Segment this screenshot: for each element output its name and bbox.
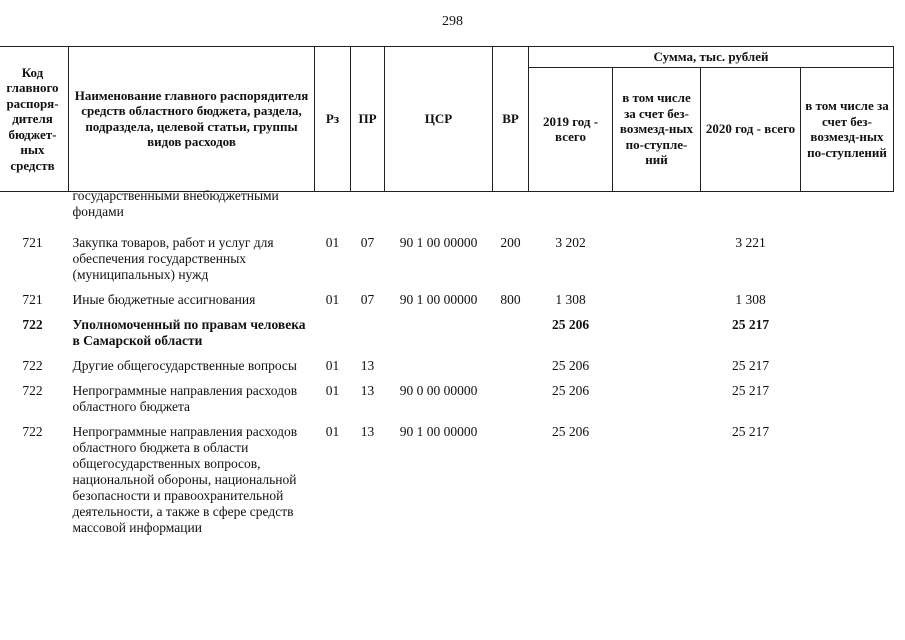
cell-2019-free	[613, 232, 701, 289]
cell-2020-total: 25 217	[731, 357, 770, 373]
cell-2019-free	[613, 380, 701, 421]
page-number: 298	[442, 14, 463, 29]
cell-2020-free	[801, 421, 894, 542]
header-code: Код главного распоря-дителя бюджет-ных средств	[0, 47, 69, 192]
cell-2019-total: 3 202	[555, 234, 586, 250]
table-row	[0, 232, 894, 289]
cell-csr	[385, 191, 493, 232]
cell-vr	[493, 314, 529, 355]
cell-csr	[385, 355, 493, 380]
cell-name: Другие общегосударственные вопросы	[72, 357, 297, 373]
cell-2020-free	[801, 355, 894, 380]
cell-2019-free	[613, 191, 701, 232]
cell-2020-total	[701, 191, 801, 232]
cell-vr: 800	[500, 291, 521, 307]
cell-2019-total	[529, 191, 613, 232]
cell-name: Закупка товаров, работ и услуг для обеспечения государственных (муниципальных) нужд	[72, 234, 274, 282]
cell-rz: 01	[325, 382, 340, 398]
cell-2020-total: 25 217	[731, 382, 770, 398]
header-2019-free: в том числе за счет без-возмезд-ных по-ступле-ний	[613, 67, 701, 191]
cell-code: 721	[22, 291, 43, 307]
cell-pr: 07	[360, 234, 375, 250]
cell-2019-total: 1 308	[555, 291, 586, 307]
cell-rz: 01	[325, 357, 340, 373]
header-vr: ВР	[493, 47, 529, 192]
cell-name: Уполномоченный по правам человека в Самарской области	[72, 316, 306, 348]
table-row	[0, 314, 894, 355]
cell-csr: 90 0 00 00000	[399, 382, 478, 398]
header-sum: Сумма, тыс. рублей	[529, 47, 894, 68]
cell-name: Непрограммные направления расходов областного бюджета	[72, 382, 298, 414]
cell-rz: 01	[325, 234, 340, 250]
header-2019-total: 2019 год - всего	[529, 67, 613, 191]
cell-code: 721	[22, 234, 43, 250]
header-csr: ЦСР	[385, 47, 493, 192]
cell-pr	[351, 314, 385, 355]
cell-2020-total: 25 217	[731, 316, 770, 332]
cell-vr	[493, 421, 529, 542]
cell-name: Иные бюджетные ассигнования	[72, 291, 256, 307]
cell-code: 722	[22, 423, 43, 439]
cell-2020-total: 3 221	[735, 234, 766, 250]
cell-code: 722	[22, 382, 43, 398]
cell-name: Непрограммные направления расходов областного бюджета в области общегосударственных вопросов, национальной обороны, национальной безопасности и правоохранительной деятельности, а также в сфере средств массовой информации	[72, 423, 298, 535]
header-name: Наименование главного распорядителя средств областного бюджета, раздела, подраздела, целевой статьи, группы видов расходов	[69, 47, 315, 192]
cell-2020-total: 25 217	[731, 423, 770, 439]
cell-pr	[351, 191, 385, 232]
table-header	[0, 47, 894, 192]
cell-rz: 01	[325, 423, 340, 439]
budget-table	[0, 46, 894, 542]
header-rz: Рз	[315, 47, 351, 192]
header-pr: ПР	[351, 47, 385, 192]
header-2020-free: в том числе за счет без-возмезд-ных по-ступлений	[801, 67, 894, 191]
cell-csr: 90 1 00 00000	[399, 291, 478, 307]
cell-csr	[385, 314, 493, 355]
cell-2019-total: 25 206	[551, 423, 590, 439]
cell-2019-total: 25 206	[551, 357, 590, 373]
cell-2020-total: 1 308	[735, 291, 766, 307]
table-row	[0, 289, 894, 314]
cell-2019-free	[613, 314, 701, 355]
cell-pr: 13	[360, 423, 375, 439]
cell-rz: 01	[325, 291, 340, 307]
cell-rz	[315, 191, 351, 232]
cell-2019-free	[613, 289, 701, 314]
cell-pr: 13	[360, 382, 375, 398]
cell-2020-free	[801, 314, 894, 355]
cell-2019-free	[613, 355, 701, 380]
header-2020-total: 2020 год - всего	[701, 67, 801, 191]
table-row	[0, 421, 894, 542]
cell-code	[0, 191, 69, 232]
cell-2020-free	[801, 289, 894, 314]
cell-code: 722	[22, 357, 43, 373]
table-row	[0, 380, 894, 421]
cell-2019-total: 25 206	[551, 316, 590, 332]
cell-rz	[315, 314, 351, 355]
cell-vr	[493, 380, 529, 421]
table-row	[0, 191, 894, 232]
cell-2019-total: 25 206	[551, 382, 590, 398]
cell-csr: 90 1 00 00000	[399, 423, 478, 439]
table-row	[0, 355, 894, 380]
cell-vr	[493, 355, 529, 380]
cell-2020-free	[801, 232, 894, 289]
cell-2020-free	[801, 380, 894, 421]
cell-2020-free	[801, 191, 894, 232]
cell-name: государственными внебюджетными фондами	[72, 187, 279, 219]
cell-2019-free	[613, 421, 701, 542]
cell-csr: 90 1 00 00000	[399, 234, 478, 250]
cell-code: 722	[22, 316, 43, 332]
cell-vr: 200	[500, 234, 521, 250]
cell-vr	[493, 191, 529, 232]
cell-pr: 13	[360, 357, 375, 373]
cell-pr: 07	[360, 291, 375, 307]
